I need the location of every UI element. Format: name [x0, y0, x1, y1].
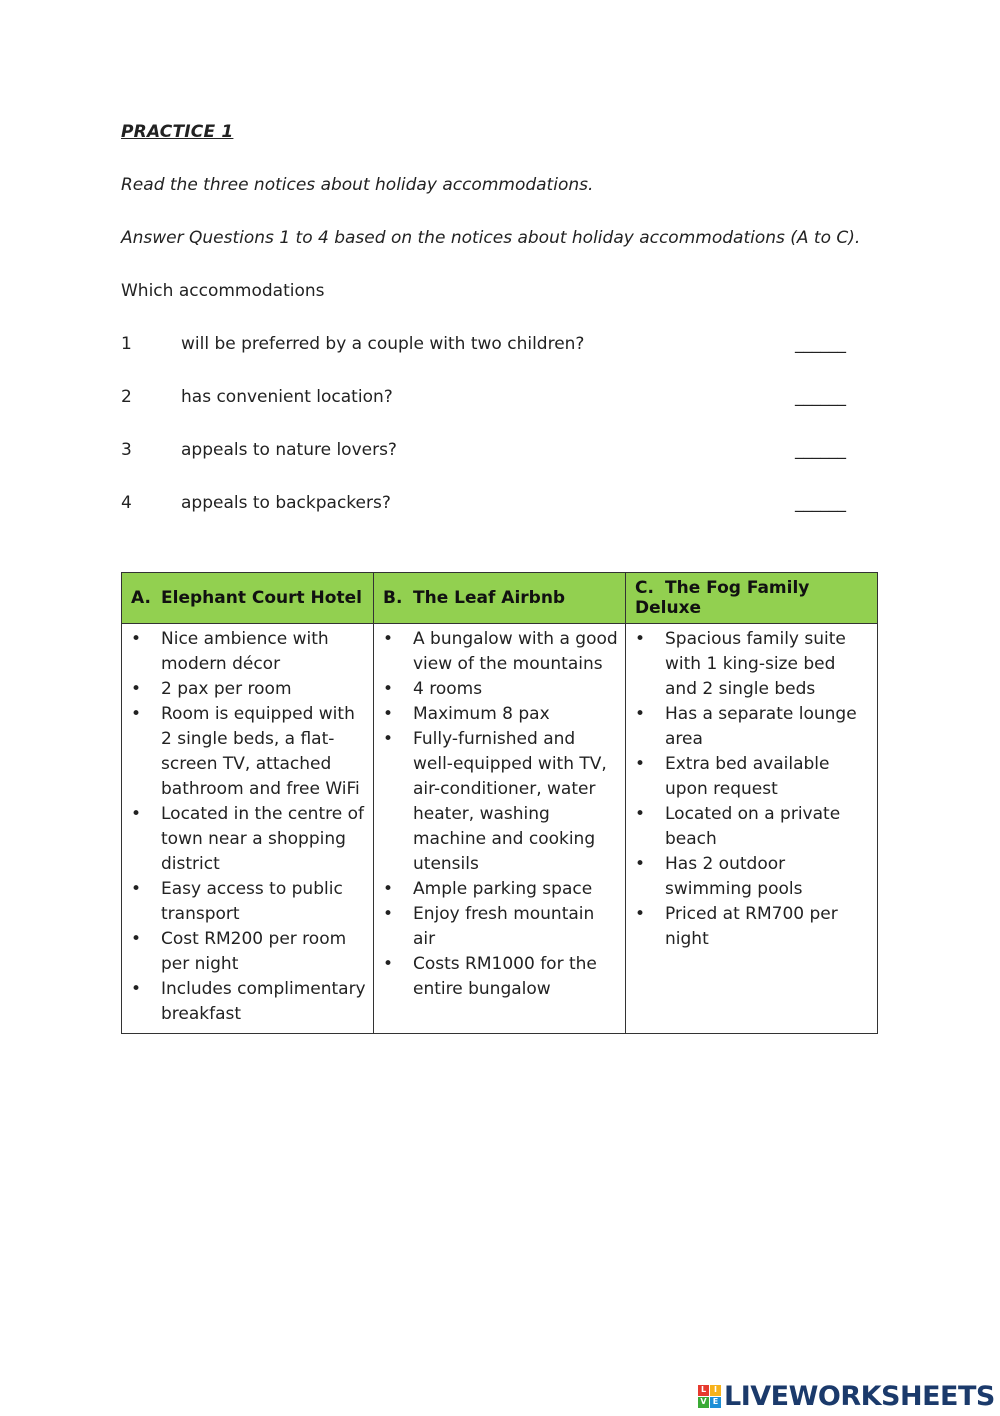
feature-item — [128, 927, 367, 977]
logo-letter: V — [698, 1397, 709, 1408]
feature-text: Priced at RM700 per night — [665, 904, 838, 949]
question-lead-in: Which accommodations — [121, 281, 325, 301]
bullet-icon: • — [131, 704, 142, 724]
question-number: 2 — [121, 387, 132, 407]
features-cell-a — [122, 624, 374, 1034]
column-header-a — [122, 573, 374, 624]
feature-item — [380, 877, 619, 902]
feature-item — [380, 902, 619, 952]
feature-text: Located on a private beach — [665, 804, 841, 849]
feature-item — [380, 952, 619, 1002]
bullet-icon: • — [383, 629, 394, 649]
feature-text: Has a separate lounge area — [665, 704, 857, 749]
bullet-icon: • — [131, 804, 142, 824]
bullet-icon: • — [635, 904, 646, 924]
feature-list — [632, 627, 871, 952]
feature-text: Cost RM200 per room per night — [161, 929, 347, 974]
instruction-read: Read the three notices about holiday accommodations. — [121, 175, 594, 195]
accommodations-table — [121, 572, 878, 1034]
logo-letter: E — [710, 1397, 721, 1408]
question-text: will be preferred by a couple with two children? — [181, 334, 585, 354]
feature-item — [128, 677, 367, 702]
bullet-icon: • — [383, 904, 394, 924]
feature-text: Located in the centre of town near a shopping district — [161, 804, 364, 874]
question-number: 4 — [121, 493, 132, 513]
column-header-b — [374, 573, 626, 624]
feature-item — [380, 627, 619, 677]
features-cell-b — [374, 624, 626, 1034]
bullet-icon: • — [383, 704, 394, 724]
feature-list — [128, 627, 367, 1027]
bullet-icon: • — [635, 704, 646, 724]
brand-name: LIVEWORKSHEETS — [724, 1380, 995, 1412]
question-text: appeals to nature lovers? — [181, 440, 397, 460]
feature-text: Includes complimentary breakfast — [161, 979, 366, 1024]
feature-item — [128, 627, 367, 677]
question-row — [121, 493, 846, 517]
table-header-row — [122, 573, 878, 624]
feature-text: Has 2 outdoor swimming pools — [665, 854, 803, 899]
feature-text: Maximum 8 pax — [413, 704, 550, 724]
page-title: PRACTICE 1 — [121, 122, 234, 142]
bullet-icon: • — [635, 854, 646, 874]
answer-blank[interactable]: ______ — [795, 334, 846, 354]
bullet-icon: • — [383, 679, 394, 699]
answer-blank[interactable]: ______ — [795, 387, 846, 407]
accommodation-name: Elephant Court Hotel — [161, 588, 362, 608]
bullet-icon: • — [131, 979, 142, 999]
feature-text: Fully-furnished and well-equipped with TV, air-conditioner, water heater, washing machine and cooking utensils — [413, 729, 607, 874]
column-letter: B. — [383, 588, 403, 608]
bullet-icon: • — [131, 679, 142, 699]
feature-item — [128, 877, 367, 927]
feature-item — [632, 852, 871, 902]
feature-item — [632, 627, 871, 702]
feature-list — [380, 627, 619, 1002]
column-letter: C. — [635, 578, 654, 598]
feature-text: Costs RM1000 for the entire bungalow — [413, 954, 597, 999]
bullet-icon: • — [131, 629, 142, 649]
feature-item — [380, 677, 619, 702]
feature-text: Nice ambience with modern décor — [161, 629, 329, 674]
accommodation-name: The Leaf Airbnb — [413, 588, 566, 608]
feature-text: Extra bed available upon request — [665, 754, 830, 799]
features-cell-c — [626, 624, 878, 1034]
question-text: has convenient location? — [181, 387, 393, 407]
logo-letter: I — [710, 1385, 721, 1396]
question-row — [121, 440, 846, 464]
feature-text: 4 rooms — [413, 679, 483, 699]
question-row — [121, 334, 846, 358]
feature-item — [632, 752, 871, 802]
feature-item — [380, 727, 619, 877]
bullet-icon: • — [383, 879, 394, 899]
feature-text: A bungalow with a good view of the mountains — [413, 629, 618, 674]
bullet-icon: • — [383, 729, 394, 749]
answer-blank[interactable]: ______ — [795, 493, 846, 513]
feature-text: Easy access to public transport — [161, 879, 343, 924]
bullet-icon: • — [383, 954, 394, 974]
logo-mark-icon — [698, 1385, 721, 1408]
feature-item — [128, 977, 367, 1027]
logo-letter: L — [698, 1385, 709, 1396]
bullet-icon: • — [635, 629, 646, 649]
feature-text: Room is equipped with 2 single beds, a flat-screen TV, attached bathroom and free WiFi — [161, 704, 360, 799]
liveworksheets-logo — [698, 1376, 995, 1416]
column-letter: A. — [131, 588, 151, 608]
bullet-icon: • — [131, 929, 142, 949]
table-row — [122, 624, 878, 1034]
answer-blank[interactable]: ______ — [795, 440, 846, 460]
feature-item — [128, 702, 367, 802]
feature-text: Spacious family suite with 1 king-size bed and 2 single beds — [665, 629, 846, 699]
accommodation-name: The Fog Family Deluxe — [635, 578, 810, 618]
instruction-answer: Answer Questions 1 to 4 based on the notices about holiday accommodations (A to C). — [121, 228, 861, 248]
feature-text: 2 pax per room — [161, 679, 292, 699]
bullet-icon: • — [635, 804, 646, 824]
feature-item — [128, 802, 367, 877]
feature-item — [380, 702, 619, 727]
feature-item — [632, 902, 871, 952]
bullet-icon: • — [131, 879, 142, 899]
feature-text: Ample parking space — [413, 879, 593, 899]
question-row — [121, 387, 846, 411]
question-number: 3 — [121, 440, 132, 460]
feature-item — [632, 802, 871, 852]
column-header-c — [626, 573, 878, 624]
question-text: appeals to backpackers? — [181, 493, 391, 513]
bullet-icon: • — [635, 754, 646, 774]
feature-text: Enjoy fresh mountain air — [413, 904, 595, 949]
feature-item — [632, 702, 871, 752]
question-number: 1 — [121, 334, 132, 354]
